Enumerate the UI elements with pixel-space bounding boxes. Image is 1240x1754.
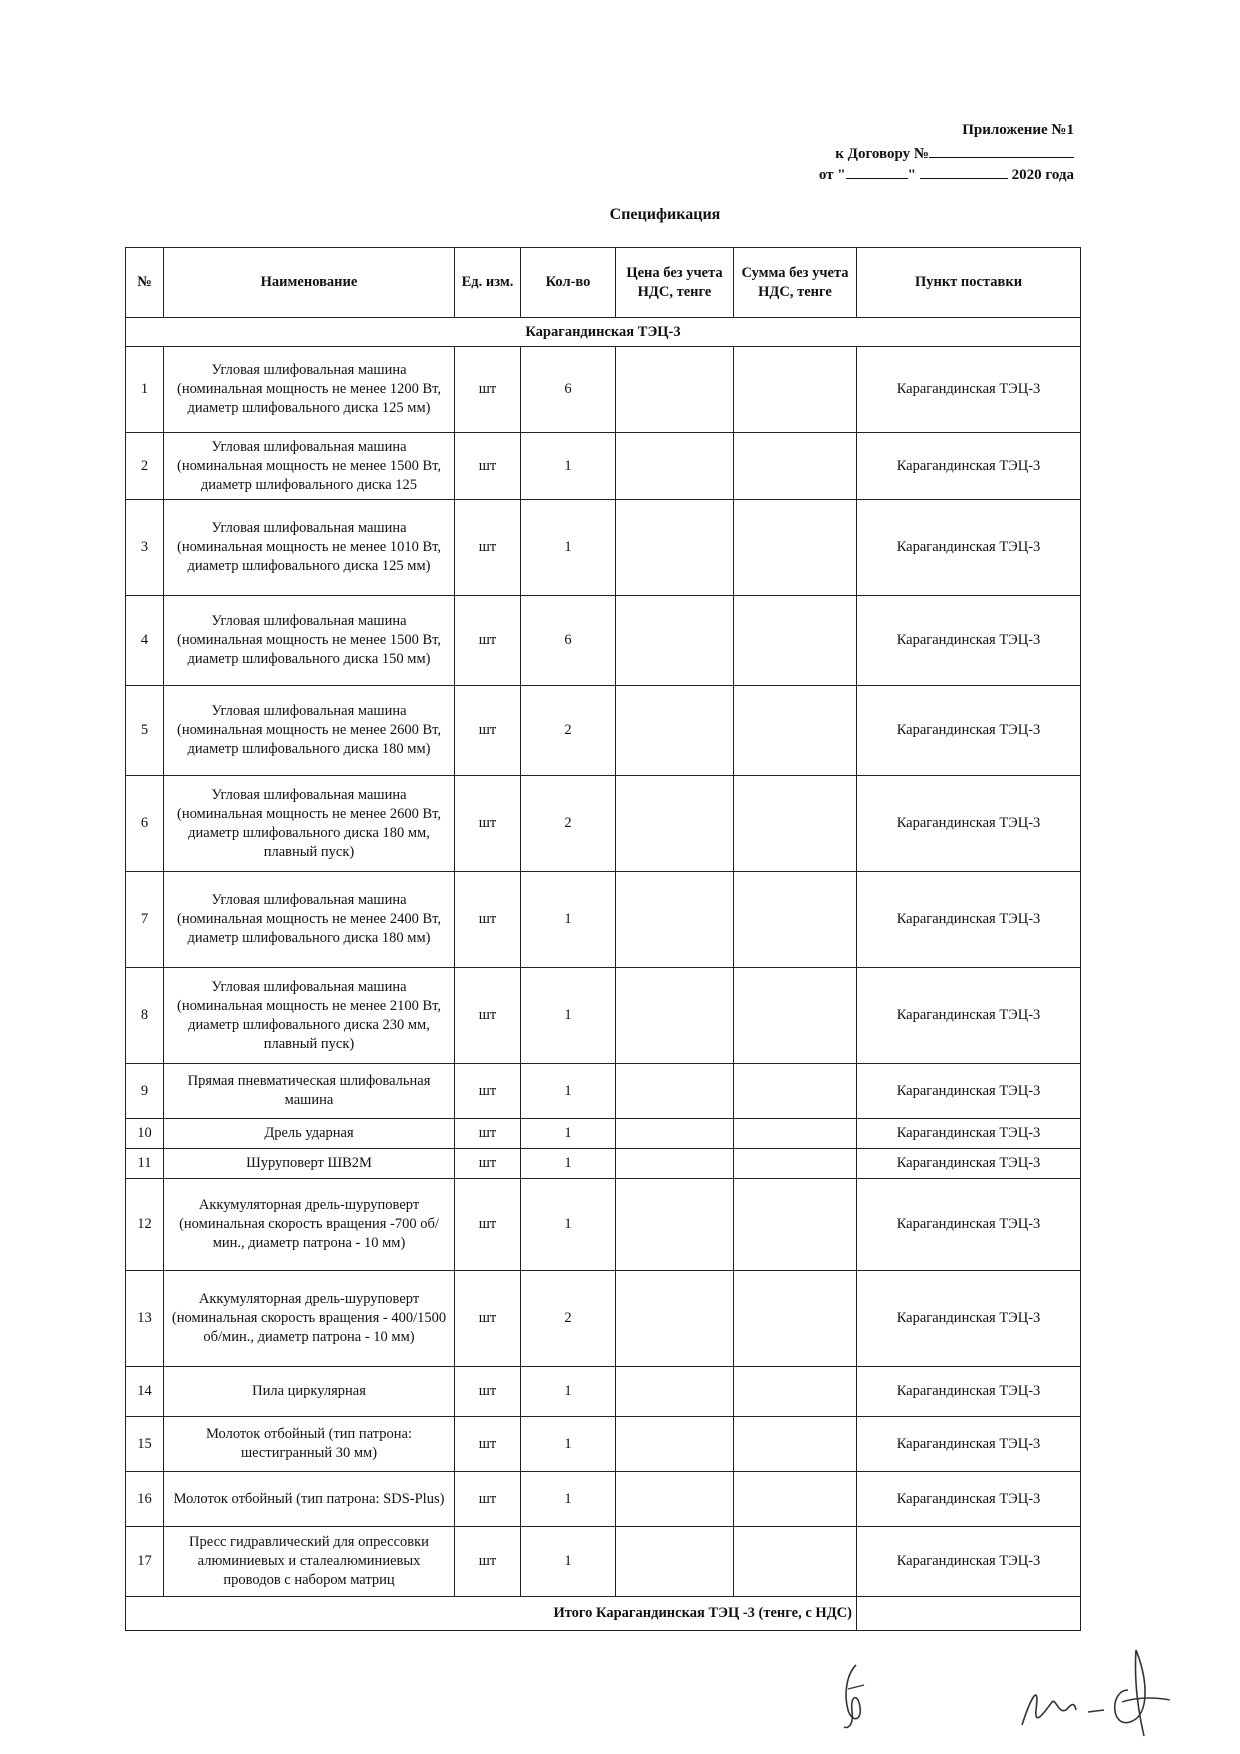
contract-line bbox=[835, 142, 1074, 164]
row-number: 1 bbox=[126, 347, 164, 433]
delivery-place: Карагандинская ТЭЦ-3 bbox=[857, 433, 1081, 500]
row-number: 13 bbox=[126, 1271, 164, 1367]
item-unit: шт bbox=[455, 872, 521, 968]
item-sum bbox=[734, 1367, 857, 1417]
item-quantity: 1 bbox=[521, 433, 616, 500]
contract-prefix: к Договору № bbox=[835, 146, 929, 162]
delivery-place: Карагандинская ТЭЦ-3 bbox=[857, 1064, 1081, 1119]
table-row bbox=[126, 776, 1081, 872]
table-row bbox=[126, 1527, 1081, 1597]
table-row bbox=[126, 968, 1081, 1064]
table-row bbox=[126, 1472, 1081, 1527]
item-price bbox=[616, 1119, 734, 1149]
delivery-place: Карагандинская ТЭЦ-3 bbox=[857, 1527, 1081, 1597]
item-unit: шт bbox=[455, 1472, 521, 1527]
row-number: 3 bbox=[126, 500, 164, 596]
row-number: 4 bbox=[126, 596, 164, 686]
delivery-place: Карагандинская ТЭЦ-3 bbox=[857, 872, 1081, 968]
delivery-place: Карагандинская ТЭЦ-3 bbox=[857, 1367, 1081, 1417]
date-day-blank bbox=[846, 163, 908, 179]
delivery-place: Карагандинская ТЭЦ-3 bbox=[857, 596, 1081, 686]
row-number: 8 bbox=[126, 968, 164, 1064]
item-quantity: 1 bbox=[521, 1527, 616, 1597]
item-sum bbox=[734, 1179, 857, 1271]
item-unit: шт bbox=[455, 1417, 521, 1472]
item-quantity: 1 bbox=[521, 1179, 616, 1271]
item-price bbox=[616, 1064, 734, 1119]
item-unit: шт bbox=[455, 1119, 521, 1149]
item-name: Угловая шлифовальная машина (номинальная мощность не менее 2100 Вт, диаметр шлифовального диска 230 мм, плавный пуск) bbox=[164, 968, 455, 1064]
item-unit: шт bbox=[455, 776, 521, 872]
item-price bbox=[616, 1472, 734, 1527]
item-name: Угловая шлифовальная машина (номинальная мощность не менее 2600 Вт, диаметр шлифовального диска 180 мм) bbox=[164, 686, 455, 776]
total-label: Итого Карагандинская ТЭЦ -3 (тенге, с НДС) bbox=[126, 1597, 857, 1631]
item-unit: шт bbox=[455, 347, 521, 433]
table-row bbox=[126, 1271, 1081, 1367]
item-quantity: 2 bbox=[521, 1271, 616, 1367]
item-quantity: 1 bbox=[521, 872, 616, 968]
table-row bbox=[126, 1064, 1081, 1119]
item-sum bbox=[734, 1119, 857, 1149]
item-quantity: 1 bbox=[521, 1149, 616, 1179]
item-sum bbox=[734, 1271, 857, 1367]
item-price bbox=[616, 596, 734, 686]
item-price bbox=[616, 776, 734, 872]
item-name: Угловая шлифовальная машина (номинальная мощность не менее 1200 Вт, диаметр шлифовального диска 125 мм) bbox=[164, 347, 455, 433]
item-name: Угловая шлифовальная машина (номинальная мощность не менее 2600 Вт, диаметр шлифовального диска 180 мм, плавный пуск) bbox=[164, 776, 455, 872]
item-price bbox=[616, 500, 734, 596]
row-number: 10 bbox=[126, 1119, 164, 1149]
delivery-place: Карагандинская ТЭЦ-3 bbox=[857, 500, 1081, 596]
row-number: 17 bbox=[126, 1527, 164, 1597]
handwritten-signature-icon bbox=[1010, 1640, 1180, 1740]
item-name: Пила циркулярная bbox=[164, 1367, 455, 1417]
item-unit: шт bbox=[455, 1064, 521, 1119]
col-header-name: Наименование bbox=[164, 248, 455, 318]
table-row bbox=[126, 872, 1081, 968]
item-name: Угловая шлифовальная машина (номинальная мощность не менее 1500 Вт, диаметр шлифовального диска 125 bbox=[164, 433, 455, 500]
row-number: 2 bbox=[126, 433, 164, 500]
item-name: Угловая шлифовальная машина (номинальная мощность не менее 2400 Вт, диаметр шлифовального диска 180 мм) bbox=[164, 872, 455, 968]
table-header-row bbox=[126, 248, 1081, 318]
date-suffix: 2020 года bbox=[1011, 167, 1074, 183]
item-name: Аккумуляторная дрель-шуруповерт (номинальная скорость вращения -700 об/мин., диаметр патрона - 10 мм) bbox=[164, 1179, 455, 1271]
item-sum bbox=[734, 686, 857, 776]
appendix-label: Приложение №1 bbox=[962, 122, 1074, 138]
item-name: Молоток отбойный (тип патрона: SDS-Plus) bbox=[164, 1472, 455, 1527]
col-header-number: № bbox=[126, 248, 164, 318]
item-unit: шт bbox=[455, 1271, 521, 1367]
delivery-place: Карагандинская ТЭЦ-3 bbox=[857, 968, 1081, 1064]
item-quantity: 1 bbox=[521, 500, 616, 596]
table-row bbox=[126, 1367, 1081, 1417]
item-name: Молоток отбойный (тип патрона: шестигранный 30 мм) bbox=[164, 1417, 455, 1472]
delivery-place: Карагандинская ТЭЦ-3 bbox=[857, 1417, 1081, 1472]
item-unit: шт bbox=[455, 1179, 521, 1271]
document-title: Спецификация bbox=[609, 206, 721, 223]
item-quantity: 6 bbox=[521, 347, 616, 433]
contract-number-blank bbox=[929, 142, 1074, 158]
item-quantity: 2 bbox=[521, 776, 616, 872]
date-mid: " bbox=[907, 167, 916, 183]
row-number: 11 bbox=[126, 1149, 164, 1179]
section-title: Карагандинская ТЭЦ-3 bbox=[126, 318, 1081, 347]
item-quantity: 1 bbox=[521, 1064, 616, 1119]
item-name: Прямая пневматическая шлифовальная машина bbox=[164, 1064, 455, 1119]
delivery-place: Карагандинская ТЭЦ-3 bbox=[857, 1179, 1081, 1271]
item-price bbox=[616, 1527, 734, 1597]
total-row bbox=[126, 1597, 1081, 1631]
date-month-blank bbox=[920, 163, 1008, 179]
item-quantity: 1 bbox=[521, 1119, 616, 1149]
delivery-place: Карагандинская ТЭЦ-3 bbox=[857, 1271, 1081, 1367]
item-price bbox=[616, 1271, 734, 1367]
item-price bbox=[616, 686, 734, 776]
item-quantity: 6 bbox=[521, 596, 616, 686]
specification-table bbox=[125, 247, 1081, 1631]
item-sum bbox=[734, 872, 857, 968]
col-header-unit: Ед. изм. bbox=[455, 248, 521, 318]
row-number: 12 bbox=[126, 1179, 164, 1271]
item-name: Дрель ударная bbox=[164, 1119, 455, 1149]
table-row bbox=[126, 1119, 1081, 1149]
table-row bbox=[126, 1149, 1081, 1179]
table-row bbox=[126, 1417, 1081, 1472]
item-sum bbox=[734, 500, 857, 596]
item-name: Шуруповерт ШВ2М bbox=[164, 1149, 455, 1179]
item-name: Угловая шлифовальная машина (номинальная мощность не менее 1010 Вт, диаметр шлифовального диска 125 мм) bbox=[164, 500, 455, 596]
item-quantity: 1 bbox=[521, 1417, 616, 1472]
total-value bbox=[857, 1597, 1081, 1631]
row-number: 6 bbox=[126, 776, 164, 872]
date-prefix: от " bbox=[818, 167, 846, 183]
item-sum bbox=[734, 1472, 857, 1527]
item-quantity: 1 bbox=[521, 1367, 616, 1417]
item-price bbox=[616, 1367, 734, 1417]
item-price bbox=[616, 1417, 734, 1472]
item-price bbox=[616, 347, 734, 433]
item-price bbox=[616, 1149, 734, 1179]
item-sum bbox=[734, 1417, 857, 1472]
item-name: Угловая шлифовальная машина (номинальная мощность не менее 1500 Вт, диаметр шлифовального диска 150 мм) bbox=[164, 596, 455, 686]
row-number: 14 bbox=[126, 1367, 164, 1417]
row-number: 15 bbox=[126, 1417, 164, 1472]
item-price bbox=[616, 1179, 734, 1271]
col-header-sum: Сумма без учета НДС, тенге bbox=[734, 248, 857, 318]
item-name: Аккумуляторная дрель-шуруповерт (номинальная скорость вращения - 400/1500 об/мин., диаметр патрона - 10 мм) bbox=[164, 1271, 455, 1367]
item-sum bbox=[734, 968, 857, 1064]
table-row bbox=[126, 686, 1081, 776]
delivery-place: Карагандинская ТЭЦ-3 bbox=[857, 1149, 1081, 1179]
item-unit: шт bbox=[455, 433, 521, 500]
table-row bbox=[126, 500, 1081, 596]
section-row bbox=[126, 318, 1081, 347]
delivery-place: Карагандинская ТЭЦ-3 bbox=[857, 347, 1081, 433]
item-quantity: 1 bbox=[521, 1472, 616, 1527]
col-header-place: Пункт поставки bbox=[857, 248, 1081, 318]
table-row bbox=[126, 596, 1081, 686]
stamp-initial-icon bbox=[830, 1655, 880, 1735]
item-unit: шт bbox=[455, 1149, 521, 1179]
item-sum bbox=[734, 776, 857, 872]
item-unit: шт bbox=[455, 596, 521, 686]
delivery-place: Карагандинская ТЭЦ-3 bbox=[857, 776, 1081, 872]
item-unit: шт bbox=[455, 500, 521, 596]
table-row bbox=[126, 347, 1081, 433]
item-unit: шт bbox=[455, 968, 521, 1064]
item-name: Пресс гидравлический для опрессовки алюминиевых и сталеалюминиевых проводов с набором матриц bbox=[164, 1527, 455, 1597]
delivery-place: Карагандинская ТЭЦ-3 bbox=[857, 686, 1081, 776]
col-header-qty: Кол-во bbox=[521, 248, 616, 318]
item-sum bbox=[734, 1527, 857, 1597]
item-sum bbox=[734, 433, 857, 500]
item-unit: шт bbox=[455, 1367, 521, 1417]
table-row bbox=[126, 1179, 1081, 1271]
row-number: 5 bbox=[126, 686, 164, 776]
item-sum bbox=[734, 1064, 857, 1119]
item-price bbox=[616, 968, 734, 1064]
item-unit: шт bbox=[455, 1527, 521, 1597]
item-quantity: 2 bbox=[521, 686, 616, 776]
table-row bbox=[126, 433, 1081, 500]
item-unit: шт bbox=[455, 686, 521, 776]
row-number: 16 bbox=[126, 1472, 164, 1527]
item-quantity: 1 bbox=[521, 968, 616, 1064]
item-sum bbox=[734, 596, 857, 686]
col-header-price: Цена без учета НДС, тенге bbox=[616, 248, 734, 318]
row-number: 9 bbox=[126, 1064, 164, 1119]
item-sum bbox=[734, 347, 857, 433]
delivery-place: Карагандинская ТЭЦ-3 bbox=[857, 1472, 1081, 1527]
delivery-place: Карагандинская ТЭЦ-3 bbox=[857, 1119, 1081, 1149]
date-line bbox=[819, 163, 1074, 185]
item-price bbox=[616, 433, 734, 500]
row-number: 7 bbox=[126, 872, 164, 968]
item-price bbox=[616, 872, 734, 968]
item-sum bbox=[734, 1149, 857, 1179]
